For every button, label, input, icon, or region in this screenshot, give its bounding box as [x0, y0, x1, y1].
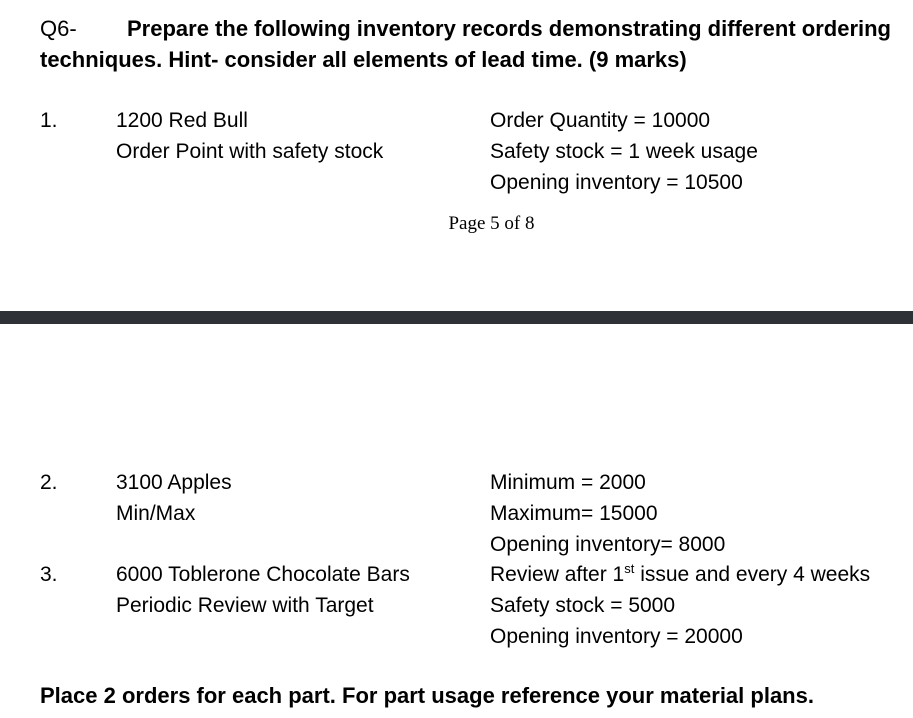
part-3-number: 3. — [40, 563, 58, 586]
question-title-line-2: techniques. Hint- consider all elements of lead time. (9 marks) — [40, 47, 687, 72]
part-3-review-superscript: st — [624, 561, 635, 576]
part-3-review-schedule — [490, 563, 870, 587]
question-title-line-1: Prepare the following inventory records demonstrating different ordering — [127, 16, 891, 41]
part-2-number: 2. — [40, 471, 58, 494]
part-2-maximum: Maximum= 15000 — [490, 502, 658, 525]
part-3-opening-inventory: Opening inventory = 20000 — [490, 625, 743, 648]
page-footer: Page 5 of 8 — [448, 213, 535, 234]
part-2-minimum: Minimum = 2000 — [490, 471, 646, 494]
part-1-number: 1. — [40, 109, 58, 132]
final-instruction: Place 2 orders for each part. For part usage reference your material plans. — [40, 683, 814, 708]
question-number: Q6- — [40, 16, 77, 41]
part-1-safety-stock: Safety stock = 1 week usage — [490, 140, 758, 163]
part-2-item: 3100 Apples — [116, 471, 232, 494]
part-1-item: 1200 Red Bull — [116, 109, 248, 132]
part-3-review-prefix: Review after 1 — [490, 563, 625, 586]
part-2-method: Min/Max — [116, 502, 196, 525]
part-3-item: 6000 Toblerone Chocolate Bars — [116, 563, 410, 586]
part-3-safety-stock: Safety stock = 5000 — [490, 594, 676, 617]
page-break-divider — [0, 311, 913, 324]
part-1-opening-inventory: Opening inventory = 10500 — [490, 171, 743, 194]
part-3-method: Periodic Review with Target — [116, 594, 374, 617]
part-1-order-quantity: Order Quantity = 10000 — [490, 109, 711, 132]
part-2-opening-inventory: Opening inventory= 8000 — [490, 533, 726, 556]
part-1-method: Order Point with safety stock — [116, 140, 384, 163]
part-3-review-suffix: issue and every 4 weeks — [634, 563, 871, 586]
